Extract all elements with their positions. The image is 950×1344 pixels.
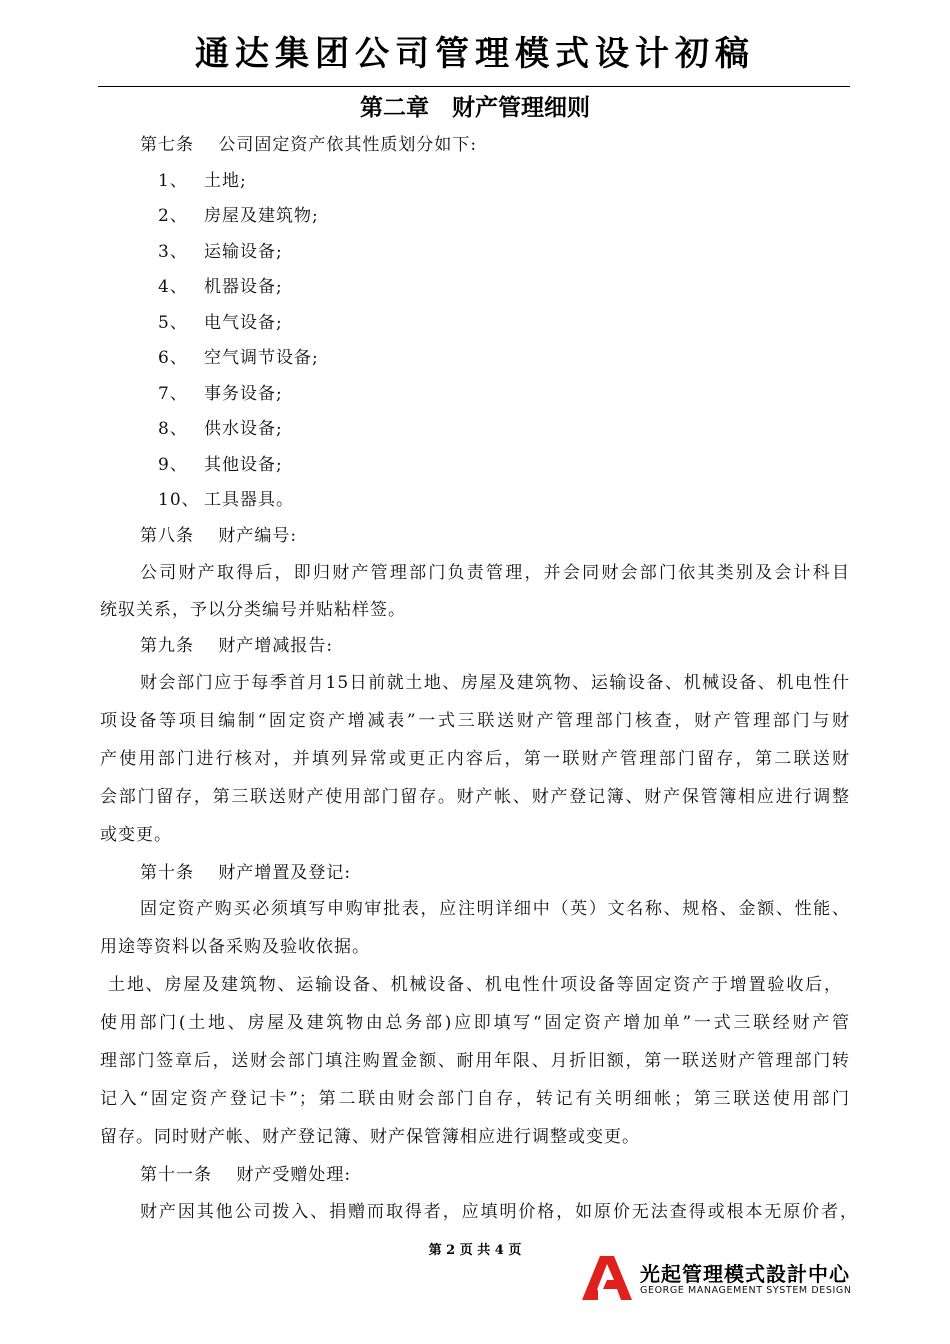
page-number: 第 2 页 共 4 页	[428, 1243, 522, 1258]
list-item-number: 9、	[158, 455, 188, 475]
list-item-number: 2、	[158, 206, 188, 226]
list-item	[158, 346, 319, 370]
paragraph-line: 项设备等项目编制“固定资产增减表”一式三联送财产管理部门核查，财产管理部门与财	[100, 711, 850, 731]
list-item	[158, 453, 283, 477]
paragraph-line: 固定资产购买必须填写申购审批表，应注明详细中（英）文名称、规格、金额、性能、	[140, 899, 850, 919]
list-item-text: 房屋及建筑物;	[204, 206, 319, 226]
list-item	[158, 311, 283, 335]
list-item	[158, 240, 283, 264]
list-item-number: 7、	[158, 384, 188, 404]
list-item-number: 8、	[158, 419, 188, 439]
paragraph-line: 产使用部门进行核对，并填列异常或更正内容后，第一联财产管理部门留存，第二联送财	[100, 749, 850, 769]
paragraph-line: 记入“固定资产登记卡”；第二联由财会部门自存，转记有关明细帐；第三联送使用部门	[100, 1089, 850, 1109]
article-7-heading: 第七条 公司固定资产依其性质划分如下:	[140, 135, 478, 155]
paragraph-line: 土地、房屋及建筑物、运输设备、机械设备、机电性什项设备等固定资产于增置验收后，	[108, 975, 842, 995]
list-item-text: 其他设备;	[204, 455, 283, 475]
logo-a-icon	[580, 1256, 636, 1300]
list-item-number: 4、	[158, 277, 188, 297]
paragraph-line: 用途等资料以备采购及验收依据。	[100, 937, 370, 957]
list-item-text: 事务设备;	[204, 384, 283, 404]
list-item-number: 3、	[158, 242, 188, 262]
list-item-text: 电气设备;	[204, 313, 283, 333]
paragraph-line: 使用部门(土地、房屋及建筑物由总务部)应即填写“固定资产增加单”一式三联经财产管	[100, 1013, 850, 1033]
logo-name-cn: 光起管理模式設計中心	[640, 1262, 850, 1286]
article-8-heading: 第八条 财产编号:	[140, 526, 298, 546]
paragraph-line: 理部门签章后，送财会部门填注购置金额、耐用年限、月折旧额，第一联送财产管理部门转	[100, 1051, 850, 1071]
list-item-text: 运输设备;	[204, 242, 283, 262]
company-logo	[580, 1256, 852, 1300]
list-item-text: 工具器具。	[204, 490, 294, 510]
paragraph-line: 财产因其他公司拨入、捐赠而取得者，应填明价格，如原价无法查得或根本无原价者，	[140, 1202, 858, 1222]
document-title: 通达集团公司管理模式设计初稿	[195, 34, 755, 74]
article-11-heading: 第十一条 财产受赠处理:	[140, 1165, 352, 1185]
list-item	[158, 275, 283, 299]
list-item	[158, 204, 319, 228]
list-item-text: 空气调节设备;	[204, 348, 319, 368]
list-item	[158, 382, 283, 406]
list-item-text: 机器设备;	[204, 277, 283, 297]
logo-name-en: GEORGE MANAGEMENT SYSTEM DESIGN	[640, 1285, 852, 1296]
paragraph-line: 统驭关系，予以分类编号并贴粘样签。	[100, 600, 406, 620]
list-item-number: 1、	[158, 171, 188, 191]
article-9-heading: 第九条 财产增减报告:	[140, 636, 334, 656]
paragraph-line: 留存。同时财产帐、财产登记簿、财产保管簿相应进行调整或变更。	[100, 1127, 640, 1147]
list-item-number: 6、	[158, 348, 188, 368]
paragraph-line: 公司财产取得后，即归财产管理部门负责管理，并会同财会部门依其类别及会计科目	[140, 563, 850, 583]
list-item	[158, 169, 247, 193]
list-item-number: 5、	[158, 313, 188, 333]
list-item-text: 供水设备;	[204, 419, 283, 439]
list-item-text: 土地;	[204, 171, 247, 191]
list-item	[158, 417, 283, 441]
header-divider	[98, 86, 850, 87]
paragraph-line: 财会部门应于每季首月15日前就土地、房屋及建筑物、运输设备、机械设备、机电性什	[140, 673, 850, 693]
paragraph-line: 或变更。	[100, 825, 172, 845]
list-item	[158, 488, 294, 512]
article-10-heading: 第十条 财产增置及登记:	[140, 863, 352, 883]
paragraph-line: 会部门留存，第三联送财产使用部门留存。财产帐、财产登记簿、财产保管簿相应进行调整	[100, 787, 850, 807]
list-item-number: 10、	[158, 490, 200, 510]
chapter-title: 第二章 财产管理细则	[360, 95, 590, 121]
